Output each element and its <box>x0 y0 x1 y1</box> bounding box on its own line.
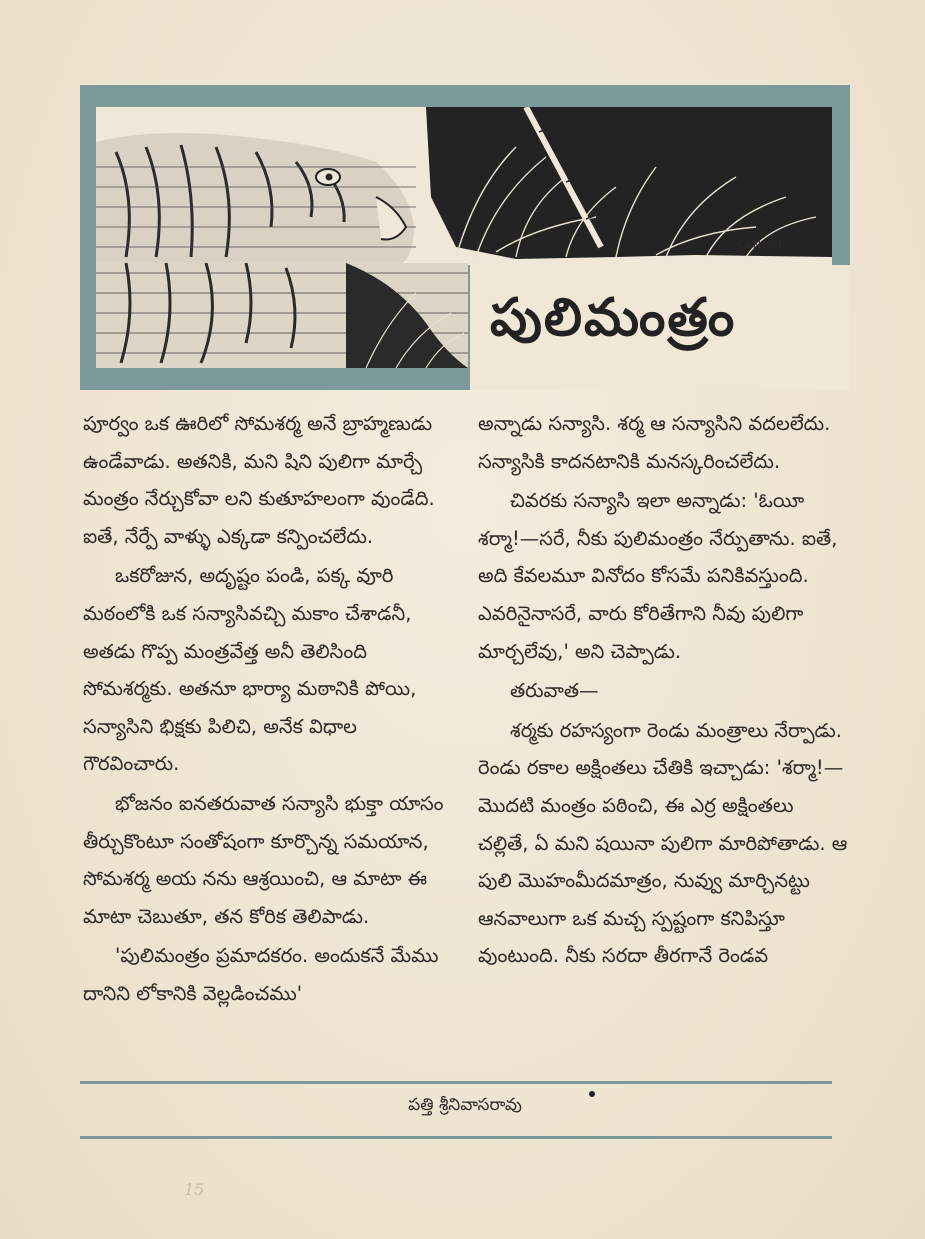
tiger-illustration-lower <box>96 263 468 368</box>
paragraph: చివరకు సన్యాసి ఇలా అన్నాడు: 'ఓయీ శర్మా!—సరే, నీకు పులిమంత్రం నేర్పుతాను. ఐతే, అది కేవలమూ వినోదం కోసమే పనికివస్తుంది. ఎవరినైనాసరే, వారు కోరితేగాని నీవు పులిగా మార్చలేవు,' అని చెప్పాడు. <box>478 489 838 663</box>
paragraph: భోజనం ఐనతరువాత సన్యాసి భుక్తా యాసం తీర్చుకొంటూ సంతోషంగా కూర్చొన్న సమయాన, సోమశర్మ అయ నను ఆశ్రయించి, ఆ మాటా ఈ మాటా చెబుతూ, తన కోరిక తెలిపాడు. <box>83 791 444 928</box>
tiger-illustration <box>96 107 832 265</box>
story-title: పులిమంత్రం <box>490 287 737 348</box>
paragraph: తరువాత— <box>510 679 599 703</box>
top-divider <box>80 1081 832 1084</box>
bottom-divider <box>80 1136 832 1139</box>
page-number: 15 <box>184 1180 205 1199</box>
author-credit: పత్తి శ్రీనివాసరావు <box>408 1095 522 1115</box>
paragraph: 'పులిమంత్రం ప్రమాదకరం. అందుకనే మేము దానిని లోకానికి వెల్లడించము' <box>83 944 439 1005</box>
paragraph: పూర్వం ఒక ఊరిలో సోమశర్మ అనే బ్రాహ్మణుడు ఉండేవాడు. అతనికి, మని షిని పులిగా మార్చే మంత్రం నేర్చుకోవా లని కుతూహలంగా వుండేది. ఐతే, నేర్పే వాళ్ళు ఎక్కడా కన్పించలేదు. <box>83 412 435 548</box>
artist-signature: SANKAR.. <box>736 239 796 252</box>
paragraph: అన్నాడు సన్యాసి. శర్మ ఆ సన్యాసిని వదలలేదు. సన్యాసికి కాదనటానికి మనస్కరించలేదు. <box>478 412 831 473</box>
paragraph: ఒకరోజున, అదృష్టం పండి, పక్క వూరి మఠంలోకి ఒక సన్యాసివచ్చి మకాం చేశాడనీ, అతడు గొప్ప మంత్రవేత్త అనీ తెలిసింది సోమశర్మకు. అతనూ భార్యా మఠానికి పోయి, సన్యాసిని భిక్షకు పిలిచి, అనేక విధాల గౌరవించారు. <box>83 564 417 776</box>
paragraph: శర్మకు రహస్యంగా రెండు మంత్రాలు నేర్పాడు. రెండు రకాల అక్షింతలు చేతికి ఇచ్చాడు: 'శర్మా!—మొదటి మంత్రం పఠించి, ఈ ఎర్ర అక్షింతలు చల్లితే, ఏ మని షయినా పులిగా మారిపోతాడు. ఆ పులి మొహంమీదమాత్రం, నువ్వు మార్చినట్టు ఆనవాలుగా ఒక మచ్చ స్పష్టంగా కనిపిస్తూ వుంటుంది. నీకు సరదా తీరగానే రెండవ <box>478 718 848 968</box>
left-column <box>83 405 455 1013</box>
right-column <box>478 405 850 975</box>
title-banner <box>80 85 850 390</box>
